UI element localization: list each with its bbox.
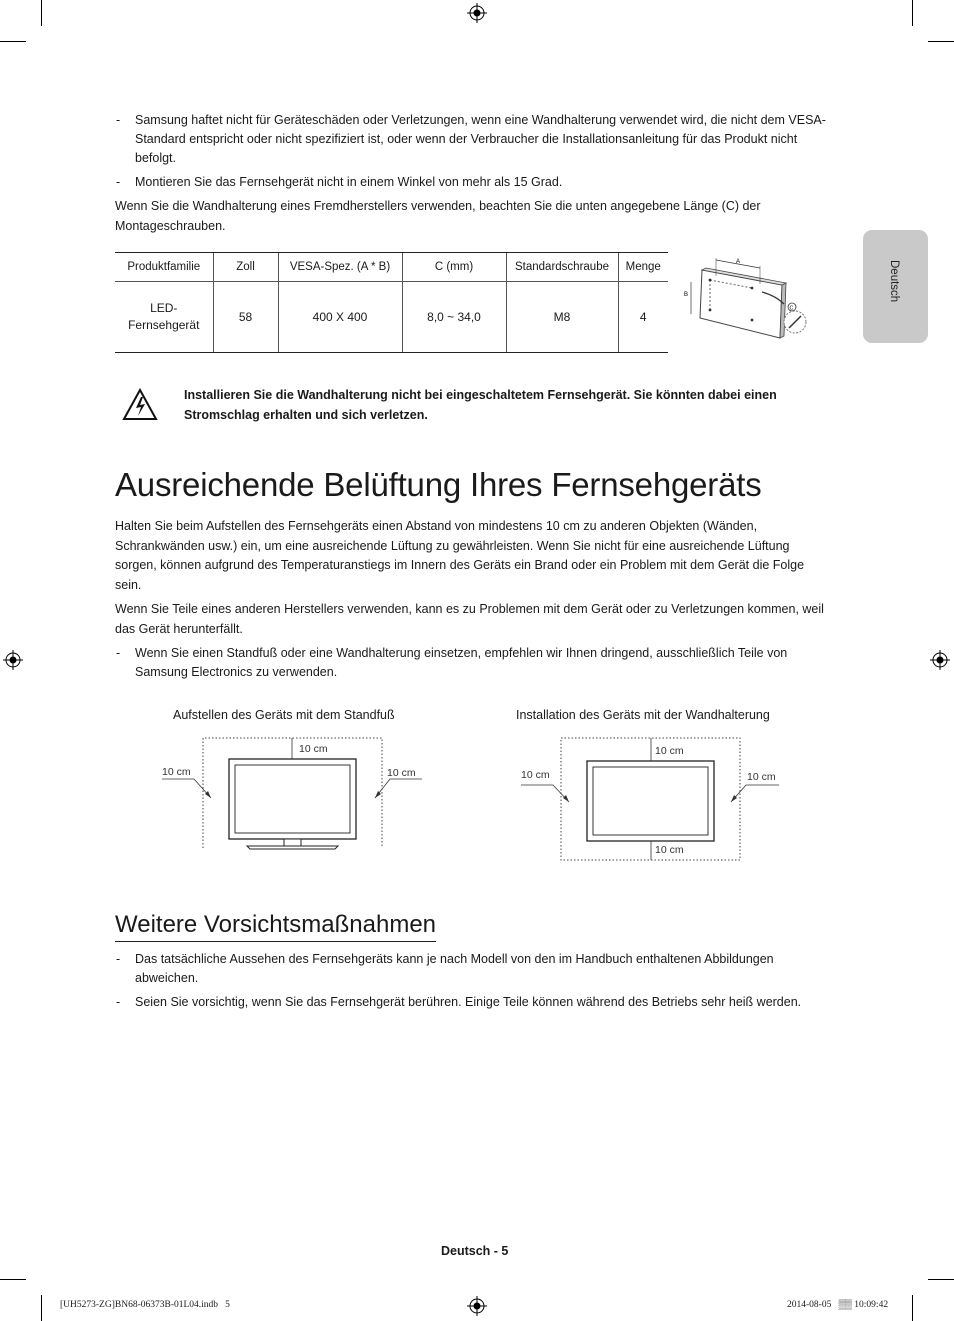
bullet-text: Seien Sie vorsichtig, wenn Sie das Fernsehgerät berühren. Einige Teile können während des Betriebs sehr heiß werden. [135,995,802,1009]
table-cell: 58 [213,282,278,353]
dimension-label: 10 cm [655,844,684,856]
wall-mount-diagram [680,252,810,344]
crop-mark [0,41,26,42]
list-item: - Wenn Sie einen Standfuß oder eine Wandhalterung einsetzen, empfehlen wir Ihnen dringend, ausschließlich Teile von Samsung Electronics zu verwenden. [116,644,836,682]
crop-mark [912,1295,913,1321]
side-tab-label: Deutsch [888,260,900,303]
intro-text: Wenn Sie die Wandhalterung eines Fremdherstellers verwenden, beachten Sie die unten angegebene Länge (C) der Montageschrauben. [115,199,761,233]
figure-caption: Aufstellen des Geräts mit dem Standfuß [173,708,395,722]
table-cell: LED- Fernsehgerät [115,282,213,353]
table-cell: 4 [618,282,668,353]
crop-mark [41,1295,42,1321]
stand-clearance-diagram [155,730,430,855]
table-cell: M8 [506,282,618,353]
registration-mark-icon [930,650,950,670]
bullet-text: Das tatsächliche Aussehen des Fernsehgeräts kann je nach Modell von den im Handbuch enthaltenen Abbildungen abweichen. [135,952,774,985]
crop-mark [912,0,913,26]
column-header: VESA-Spez. (A * B) [278,253,402,282]
dimension-label: 10 cm [162,766,191,778]
wall-mount-clearance-diagram [515,732,790,867]
list-item: - Seien Sie vorsichtig, wenn Sie das Fernsehgerät berühren. Einige Teile können während des Betriebs sehr heiß werden. [116,993,841,1012]
bullet-text: Wenn Sie einen Standfuß oder eine Wandhalterung einsetzen, empfehlen wir Ihnen dringend, ausschließlich Teile von Samsung Electronics zu verwenden. [135,646,788,679]
page-number: Deutsch - 5 [441,1244,509,1258]
electric-shock-warning-icon [122,388,158,421]
label-b: B [684,292,689,298]
spec-table [115,252,668,353]
column-header: Menge [618,253,668,282]
warning-text: Installieren Sie die Wandhalterung nicht bei eingeschaltetem Fernsehgerät. Sie könnten dabei einen Stromschlag erhalten und sich verletzen. [184,388,777,422]
registration-mark-icon [3,650,23,670]
footer-timestamp: 2014-08-05 ▒▒ 10:09:42 [787,1300,889,1310]
crop-mark [41,0,42,26]
dimension-label: 10 cm [299,743,328,755]
list-item: - Montieren Sie das Fernsehgerät nicht in einem Winkel von mehr als 15 Grad. [116,173,836,192]
table-header-row [115,253,668,282]
column-header: Standardschraube [506,253,618,282]
language-side-tab [863,230,928,343]
crop-mark [0,1279,26,1280]
table-cell: 8,0 ~ 34,0 [402,282,506,353]
label-c: C [789,305,794,312]
paragraph: Wenn Sie Teile eines anderen Herstellers verwenden, kann es zu Problemen mit dem Gerät oder zu Verletzungen kommen, weil das Gerät herunterfällt. [115,602,824,636]
table-row [115,282,668,353]
dimension-label: 10 cm [747,771,776,783]
footer-file-info: [UH5273-ZG]BN68-06373B-01L04.indb 5 [60,1300,230,1310]
column-header: Produktfamilie [115,253,213,282]
dimension-label: 10 cm [655,745,684,757]
bullet-text: Montieren Sie das Fernsehgerät nicht in einem Winkel von mehr als 15 Grad. [135,175,563,189]
crop-mark [928,41,954,42]
table-cell: 400 X 400 [278,282,402,353]
dimension-label: 10 cm [521,769,550,781]
section-title-ventilation: Ausreichende Belüftung Ihres Fernsehgeräts [115,466,762,503]
list-item: - Das tatsächliche Aussehen des Fernsehgeräts kann je nach Modell von den im Handbuch enthaltenen Abbildungen abweichen. [116,950,836,988]
column-header: C (mm) [402,253,506,282]
registration-mark-icon [467,3,487,23]
dimension-label: 10 cm [387,767,416,779]
list-item: - Samsung haftet nicht für Geräteschäden oder Verletzungen, wenn eine Wandhalterung verwendet wird, die nicht dem VESA-Standard entspricht oder nicht spezifiziert ist, oder wenn der Verbraucher die Installationsanleitung für das Produkt nicht befolgt. [116,111,836,168]
figure-caption: Installation des Geräts mit der Wandhalterung [516,708,770,722]
section-title-precautions: Weitere Vorsichtsmaßnahmen [115,911,437,938]
column-header: Zoll [213,253,278,282]
registration-mark-icon [467,1296,487,1316]
title-underline [115,941,436,942]
paragraph: Halten Sie beim Aufstellen des Fernsehgeräts einen Abstand von mindestens 10 cm zu anderen Objekten (Wänden, Schrankwänden usw.) ein, um eine ausreichende Lüftung zu gewährleisten. Wenn Sie nicht für eine ausreichende Lüftung sorgen, können aufgrund des Temperaturanstiegs im Innern des Geräts ein Brand oder ein Problem mit dem Gerät die Folge sein. [115,519,805,592]
crop-mark [928,1279,954,1280]
label-a: A [736,259,741,265]
bullet-text: Samsung haftet nicht für Geräteschäden oder Verletzungen, wenn eine Wandhalterung verwendet wird, die nicht dem VESA-Standard entspricht oder nicht spezifiziert ist, oder wenn der Verbraucher die Installationsanleitung für das Produkt nicht befolgt. [135,113,826,165]
